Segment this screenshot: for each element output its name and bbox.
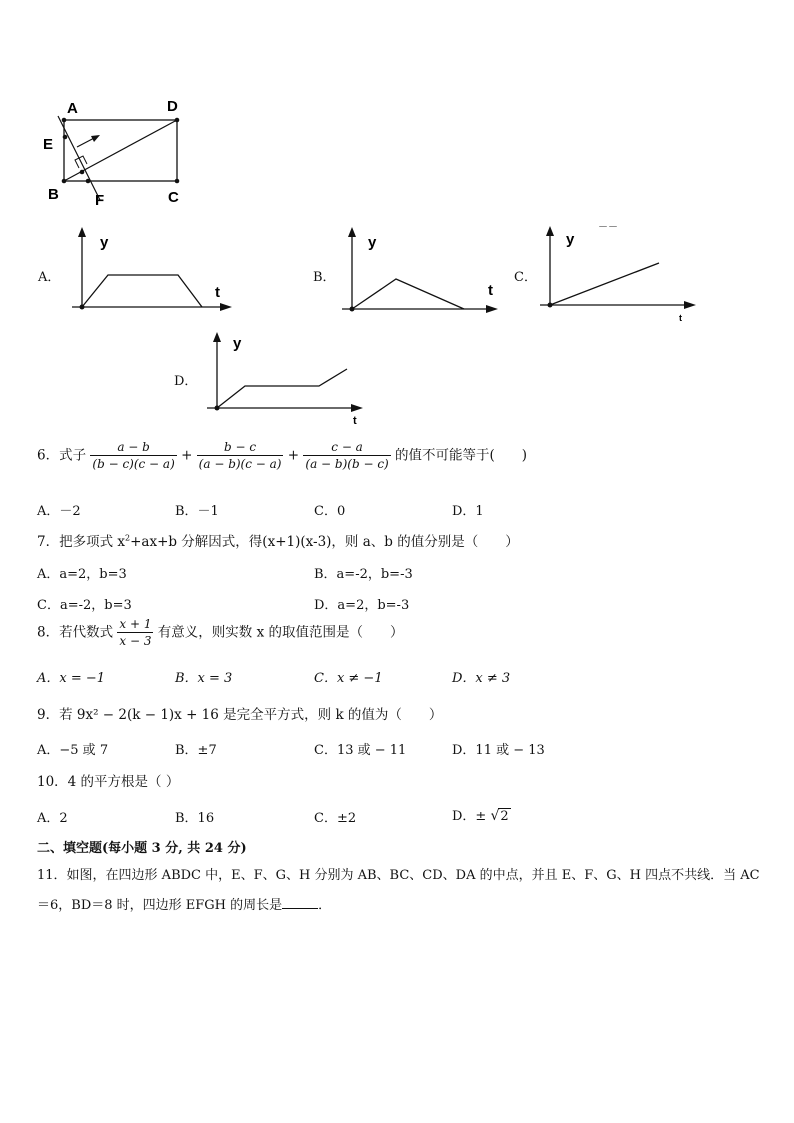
q10-option-c[interactable]: C．±2	[314, 811, 357, 826]
q8-suffix: 有意义，则实数 x 的取值范围是（ ）	[157, 624, 404, 641]
q10-option-d-prefix: D．±	[452, 809, 487, 824]
graph-d-letter: D．	[174, 374, 198, 389]
graph-b-xlabel: t	[488, 282, 493, 299]
graph-a-letter: A．	[38, 270, 61, 285]
q10-option-d[interactable]	[452, 805, 511, 824]
q8-option-b[interactable]: B．x = 3	[175, 671, 233, 686]
graph-a-xlabel: t	[215, 284, 220, 301]
q7-option-d[interactable]: D．a=2，b=-3	[314, 598, 410, 613]
graph-d-ylabel: y	[233, 335, 242, 352]
q6-option-c[interactable]: C．0	[314, 504, 346, 519]
q6-plus-2: +	[287, 447, 300, 464]
q6-f2-denominator: (a − b)(c − a)	[198, 457, 282, 471]
q7-option-c[interactable]: C．a=-2，b=3	[37, 598, 132, 613]
question-8	[37, 617, 403, 649]
q7-option-b[interactable]: B．a=-2，b=-3	[314, 567, 413, 582]
point-label-c: C	[168, 189, 179, 206]
q11-line-2-text: ＝6，BD＝8 时，四边形 EFGH 的周长是	[37, 898, 283, 913]
q10-option-a[interactable]: A．2	[37, 811, 68, 826]
question-7	[37, 530, 519, 550]
q6-fraction-2	[197, 440, 284, 472]
q10-option-b[interactable]: B．16	[175, 811, 215, 826]
question-10: 10．4 的平方根是（ ）	[37, 774, 180, 790]
section-2-title: 二、填空题(每小题 3 分, 共 24 分)	[37, 841, 247, 856]
graph-b-ylabel: y	[368, 234, 377, 251]
q6-prefix: 6．式子	[37, 447, 87, 464]
point-label-d: D	[167, 98, 178, 115]
rectangle-figure	[36, 92, 196, 217]
q6-f1-numerator: a − b	[90, 440, 176, 456]
point-label-e: E	[43, 136, 54, 153]
q6-f1-denominator: (b − c)(c − a)	[92, 457, 175, 471]
graph-c-ylabel: y	[566, 231, 575, 248]
q8-option-d[interactable]: D．x ≠ 3	[452, 671, 511, 686]
q7-stem-post: +ax+b 分解因式，得(x+1)(x-3)，则 a、b 的值分别是（ ）	[130, 534, 519, 550]
q10-option-d-radicand: 2	[500, 809, 509, 824]
graph-c-mark: －－	[598, 222, 618, 233]
point-label-b: B	[48, 186, 59, 203]
q11-end: ．	[318, 898, 332, 913]
q9-option-b[interactable]: B．±7	[175, 743, 217, 758]
q6-plus-1: +	[181, 447, 193, 464]
q8-fraction	[117, 617, 153, 649]
graph-c-xlabel: t	[679, 313, 682, 323]
q6-f3-numerator: c − a	[303, 440, 390, 456]
point-label-f: F	[95, 192, 105, 209]
question-6	[37, 440, 527, 472]
q8-numerator: x + 1	[119, 617, 152, 631]
question-11-line-2	[37, 894, 331, 913]
graph-c-letter: C．	[514, 270, 537, 285]
q9-option-a[interactable]: A．−5 或 7	[37, 743, 109, 758]
graph-b-letter: B．	[313, 270, 336, 285]
graph-a-ylabel: y	[100, 234, 109, 251]
sqrt-symbol-icon: √	[490, 808, 500, 824]
q6-option-b[interactable]: B．－1	[175, 504, 219, 519]
q6-f3-denominator: (a − b)(b − c)	[305, 457, 389, 471]
graph-d	[195, 326, 375, 426]
graph-d-xlabel: t	[353, 415, 357, 426]
graph-a	[60, 225, 240, 325]
q7-option-a[interactable]: A．a=2，b=3	[37, 567, 127, 582]
question-9: 9．若 9x² − 2(k − 1)x + 16 是完全平方式，则 k 的值为（ ）	[37, 707, 443, 723]
q6-option-d[interactable]: D．1	[452, 504, 484, 519]
q6-fraction-1	[90, 440, 176, 472]
q9-option-c[interactable]: C．13 或 − 11	[314, 743, 407, 758]
q8-option-c[interactable]: C．x ≠ −1	[314, 671, 383, 686]
point-label-a: A	[67, 100, 78, 117]
q6-suffix: 的值不可能等于( )	[395, 447, 528, 464]
q8-prefix: 8．若代数式	[37, 624, 114, 641]
question-11-line-1: 11．如图，在四边形 ABDC 中，E、F、G、H 分别为 AB、BC、CD、DA 的中点，并且 E、F、G、H 四点不共线．当 AC	[37, 868, 760, 883]
q11-answer-blank[interactable]	[282, 896, 318, 909]
q8-denominator: x − 3	[119, 634, 152, 648]
q6-fraction-3	[303, 440, 390, 472]
q9-option-d[interactable]: D．11 或 − 13	[452, 743, 545, 758]
q8-option-a[interactable]: A．x = −1	[37, 671, 106, 686]
q6-option-a[interactable]: A．－2	[37, 504, 81, 519]
q6-f2-numerator: b − c	[197, 440, 284, 456]
q7-stem-pre: 7．把多项式 x	[37, 534, 125, 550]
q7-superscript: 2	[125, 533, 131, 543]
graph-b	[330, 225, 510, 325]
graph-c	[528, 218, 708, 323]
